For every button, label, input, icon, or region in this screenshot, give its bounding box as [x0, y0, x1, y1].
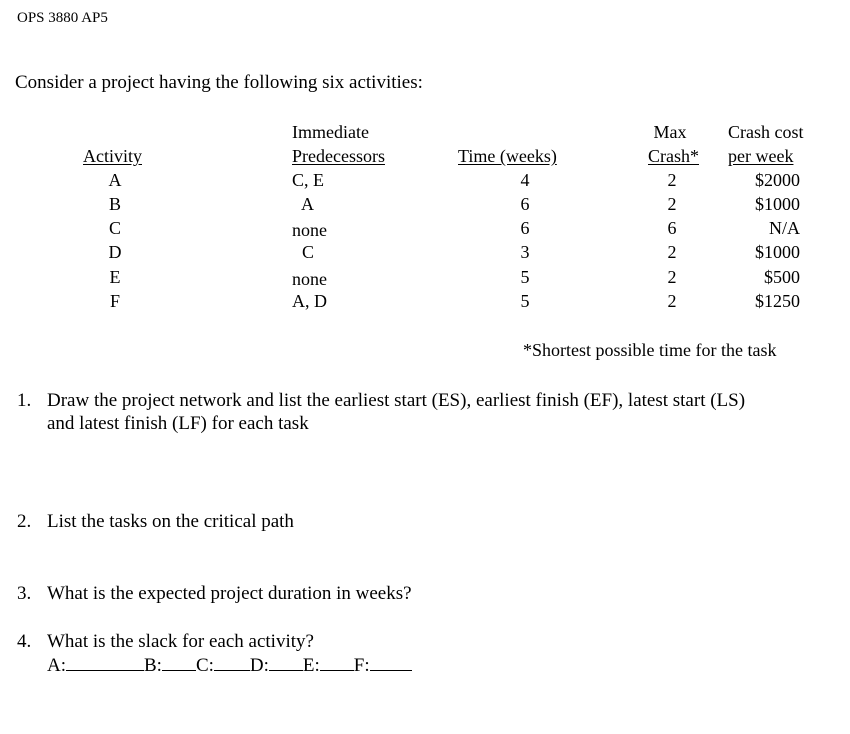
slack-label-b: B:: [144, 655, 162, 676]
cell-crashcost: $2000: [755, 170, 800, 190]
header-predecessors-line2: Predecessors: [292, 146, 385, 166]
cell-time: 6: [520, 194, 530, 214]
cell-maxcrash: 2: [667, 291, 677, 311]
cell-predecessors: A, D: [292, 291, 327, 311]
header-time: Time (weeks): [458, 146, 557, 166]
question-text: What is the slack for each activity?: [47, 631, 314, 652]
header-maxcrash-line2: Crash*: [648, 146, 699, 166]
cell-activity: D: [108, 242, 122, 262]
slack-blank-c[interactable]: [214, 655, 250, 671]
question-3: [17, 582, 412, 605]
cell-time: 3: [520, 242, 530, 262]
question-number: 2.: [17, 511, 32, 532]
cell-crashcost: $1000: [755, 242, 800, 262]
cell-maxcrash: 2: [667, 194, 677, 214]
header-predecessors-line1: Immediate: [292, 122, 369, 142]
cell-activity: C: [108, 218, 121, 238]
cell-maxcrash: 6: [667, 218, 677, 238]
cell-predecessors: none: [292, 269, 327, 289]
question-text-line2: and latest finish (LF) for each task: [47, 413, 309, 434]
cell-maxcrash: 2: [667, 170, 677, 190]
header-crashcost-line1: Crash cost: [728, 122, 804, 142]
cell-crashcost: $1000: [755, 194, 800, 214]
footnote: *Shortest possible time for the task: [523, 340, 777, 360]
slack-label-e: E:: [302, 655, 320, 676]
cell-time: 5: [520, 291, 530, 311]
cell-maxcrash: 2: [667, 242, 677, 262]
cell-activity: F: [109, 291, 120, 311]
slack-blank-f[interactable]: [370, 655, 412, 671]
slack-label-a: A:: [47, 655, 66, 676]
slack-label-f: F:: [353, 655, 370, 676]
cell-activity: A: [108, 170, 122, 190]
cell-crashcost: N/A: [769, 218, 800, 238]
header-maxcrash-line1: Max: [653, 122, 687, 142]
slack-blank-d[interactable]: [269, 655, 303, 671]
question-number: 1.: [17, 390, 32, 411]
question-4: [17, 630, 314, 653]
slack-label-c: C:: [195, 655, 214, 676]
cell-activity: B: [108, 194, 121, 214]
question-1: [17, 389, 745, 435]
cell-predecessors: C, E: [292, 170, 325, 190]
header-crashcost-line2: per week: [728, 146, 794, 166]
slack-blank-b[interactable]: [162, 655, 196, 671]
question-2: [17, 510, 294, 533]
header-activity: Activity: [83, 146, 142, 166]
cell-predecessors: A: [301, 194, 314, 214]
slack-blank-e[interactable]: [320, 655, 354, 671]
slack-blank-a[interactable]: [66, 655, 144, 671]
document-header: OPS 3880 AP5: [17, 10, 108, 26]
question-text-line1: Draw the project network and list the earliest start (ES), earliest finish (EF), latest start (LS): [47, 390, 746, 411]
question-text: List the tasks on the critical path: [47, 511, 294, 532]
cell-predecessors: C: [302, 242, 315, 262]
slack-label-d: D:: [249, 655, 269, 676]
cell-time: 5: [520, 267, 530, 287]
cell-predecessors: none: [292, 220, 327, 240]
cell-crashcost: $1250: [755, 291, 800, 311]
cell-time: 4: [520, 170, 530, 190]
question-number: 4.: [17, 631, 32, 652]
intro-text: Consider a project having the following six activities:: [15, 72, 423, 93]
cell-crashcost: $500: [764, 267, 800, 287]
cell-maxcrash: 2: [667, 267, 677, 287]
question-text: What is the expected project duration in weeks?: [47, 583, 412, 604]
question-number: 3.: [17, 583, 32, 604]
slack-answer-line: [47, 654, 412, 677]
cell-activity: E: [109, 267, 121, 287]
cell-time: 6: [520, 218, 530, 238]
